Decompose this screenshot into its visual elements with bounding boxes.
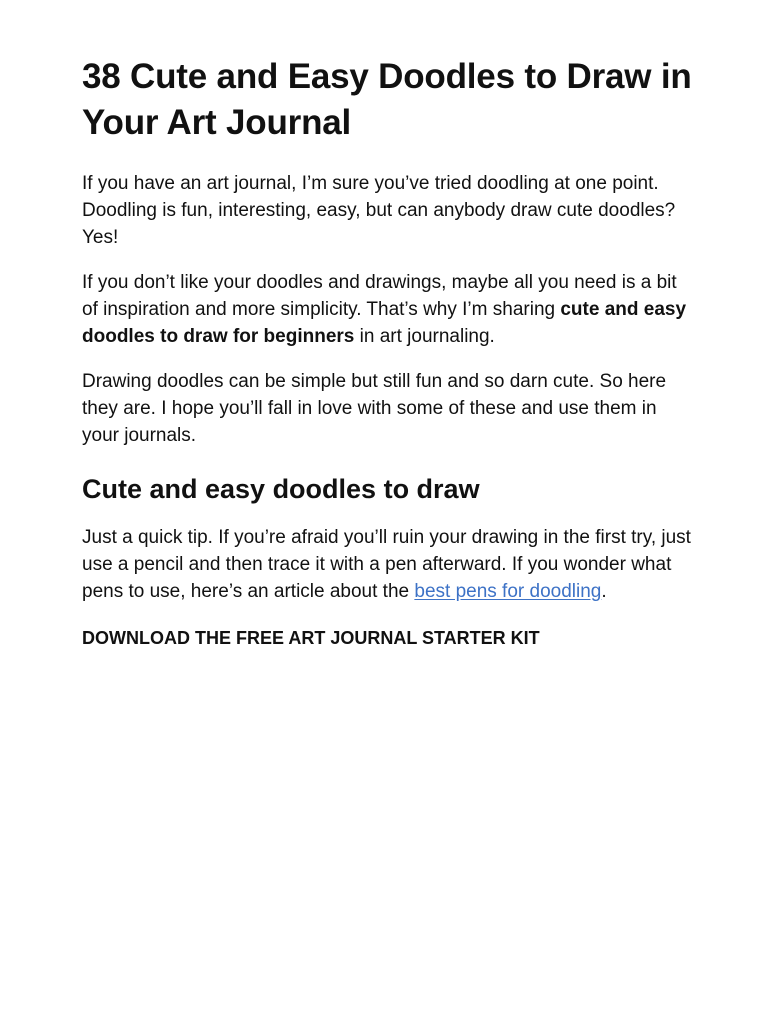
paragraph-two-text-before: If you don’t like your doodles and drawings, maybe all you need is a bit of inspiration and more simplicity. That’s why I’m sharing (82, 272, 677, 320)
article-title: 38 Cute and Easy Doodles to Draw in Your Art Journal (82, 57, 692, 142)
download-starter-kit-heading: DOWNLOAD THE FREE ART JOURNAL STARTER KIT (82, 628, 540, 648)
tip-text-after: . (601, 581, 607, 602)
paragraph-two (82, 269, 692, 350)
paragraph-two-text-after: in art journaling. (354, 326, 495, 347)
paragraph-two-bold-text: cute and easy doodles to draw for beginners (82, 299, 687, 347)
section-heading: Cute and easy doodles to draw (82, 474, 480, 504)
best-pens-link[interactable]: best pens for doodling (414, 581, 602, 602)
tip-text-before: Just a quick tip. If you’re afraid you’ll ruin your drawing in the first try, just use a pencil and then trace it with a pen afterward. If you wonder what pens to use, here’s an article about the (82, 527, 691, 602)
article-body (82, 54, 692, 650)
tip-paragraph (82, 524, 692, 605)
intro-paragraph: If you have an art journal, I’m sure you’ve tried doodling at one point. Doodling is fun, interesting, easy, but can anybody draw cute doodles? Yes! (82, 173, 676, 248)
paragraph-three: Drawing doodles can be simple but still fun and so darn cute. So here they are. I hope you’ll fall in love with some of these and use them in your journals. (82, 371, 667, 446)
